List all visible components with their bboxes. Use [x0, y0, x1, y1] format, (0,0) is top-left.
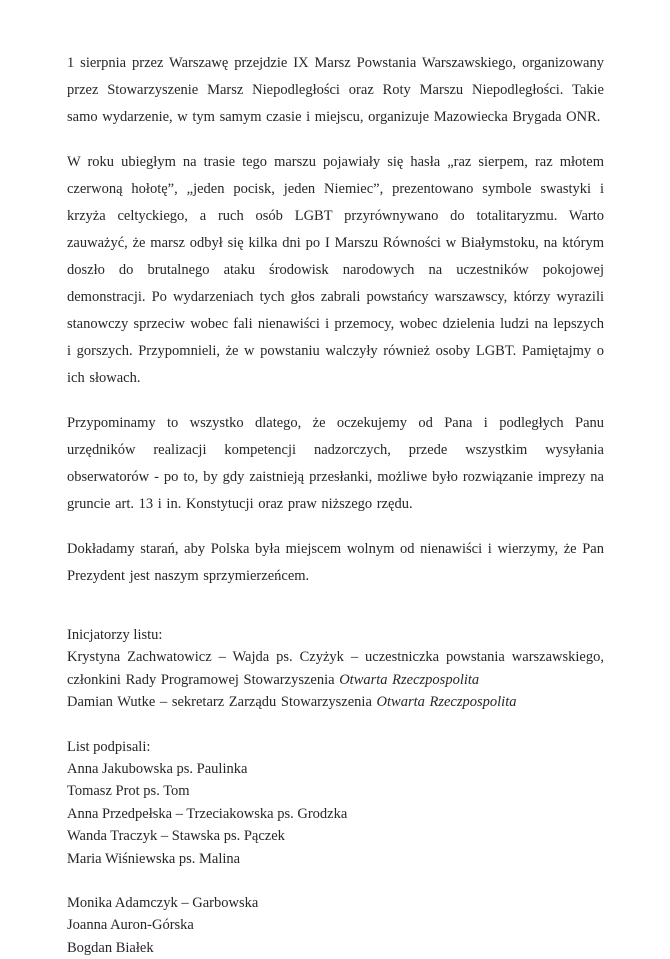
signers-heading: List podpisali: — [67, 738, 151, 755]
initiator-damian-association: Otwarta Rzeczpospolita — [376, 694, 517, 711]
initiators-section — [67, 624, 604, 714]
signer-name: Anna Przedpełska – Trzeciakowska ps. Grodzka — [67, 805, 348, 822]
additional-signers-section — [67, 892, 604, 959]
paragraph-march-announcement: 1 sierpnia przez Warszawę przejdzie IX Marsz Powstania Warszawskiego, organizowany przez Stowarzyszenie Marsz Niepodległości oraz Roty Marszu Niepodległości. Takie samo wydarzenie, w tym samym czasie i miejscu, organizuje Mazowiecka Brygada ONR. — [67, 55, 604, 125]
signer-name: Maria Wiśniewska ps. Malina — [67, 850, 241, 867]
initiator-krystyna-association: Otwarta Rzeczpospolita — [339, 671, 480, 688]
paragraph-closing: Dokładamy starań, aby Polska była miejscem wolnym od nienawiści i wierzymy, że Pan Prezydent jest naszym sprzymierzeńcem. — [67, 541, 604, 584]
initiator-line-krystyna — [67, 646, 604, 691]
initiator-line-damian — [67, 691, 604, 713]
signer-name: Tomasz Prot ps. Tom — [67, 783, 190, 800]
signer-name: Anna Jakubowska ps. Paulinka — [67, 761, 248, 778]
paragraph-last-year-incidents: W roku ubiegłym na trasie tego marszu pojawiały się hasła „raz sierpem, raz młotem czerwoną hołotę”, „jeden pocisk, jeden Niemiec”, prezentowano symbole swastyki i krzyża celtyckiego, a ruch osób LGBT przyrównywano do totalitaryzmu. Warto zauważyć, że marsz odbył się kilka dni po I Marszu Równości w Białymstoku, na którym doszło do brutalnego ataku środowisk narodowych na uczestników pokojowej demonstracji. Po wydarzeniach tych głos zabrali powstańcy warszawscy, którzy wyrazili stanowczy sprzeciw wobec fali nienawiści i przemocy, wobec dzielenia ludzi na lepszych i gorszych. Przypomnieli, że w powstaniu walczyły również osoby LGBT. Pamiętajmy o ich słowach. — [67, 154, 604, 386]
paragraph-expectations: Przypominamy to wszystko dlatego, że oczekujemy od Pana i podległych Panu urzędników realizacji kompetencji nadzorczych, przede wszystkim wysyłania obserwatorów - po to, by gdy zaistnieją przesłanki, możliwe było rozwiązanie imprezy na gruncie art. 13 i in. Konstytucji oraz praw niższego rzędu. — [67, 415, 604, 512]
signer-name: Wanda Traczyk – Stawska ps. Pączek — [67, 828, 285, 845]
signer-name: Bogdan Białek — [67, 939, 154, 956]
signer-name: Joanna Auron-Górska — [67, 917, 194, 934]
initiator-krystyna-text: Krystyna Zachwatowicz – Wajda ps. Czyżyk – uczestniczka powstania warszawskiego, członkini Rady Programowej Stowarzyszenia — [67, 649, 604, 688]
initiator-damian-text: Damian Wutke – sekretarz Zarządu Stowarzyszenia — [67, 694, 377, 711]
signer-name: Monika Adamczyk – Garbowska — [67, 895, 259, 912]
signers-section — [67, 736, 604, 870]
initiators-heading: Inicjatorzy listu: — [67, 627, 163, 643]
